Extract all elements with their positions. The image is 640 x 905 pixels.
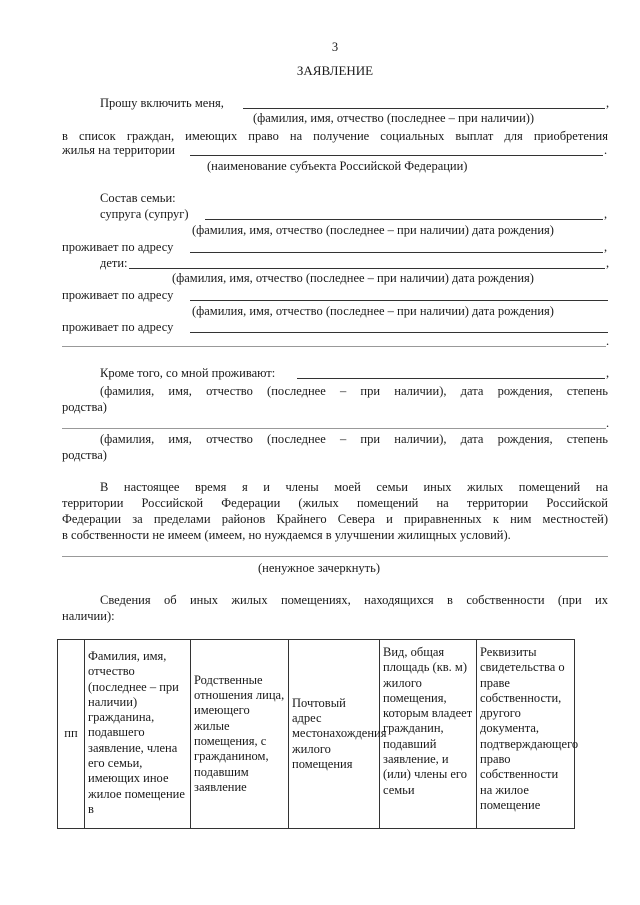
children-field-line[interactable] [129,268,605,269]
request-line-2: в список граждан, имеющих право на получение социальных выплат для приобретения [62,129,608,143]
territory-label: жилья на территории [62,143,175,157]
property-table [57,639,579,829]
info-line-1: Сведения об иных жилых помещениях, находящихся в собственности (при их [100,593,608,607]
subject-hint: (наименование субъекта Российской Федерации) [207,159,468,173]
strike-field-line[interactable] [62,556,608,557]
table-header-row [58,640,575,829]
territory-dot: . [604,143,608,157]
cohabitants-hint-2-cont: родства) [62,448,107,462]
address-field-line-1[interactable] [190,252,603,253]
spouse-field-line[interactable] [205,219,603,220]
extra-dot: . [606,334,610,348]
cohabitants-hint-1-cont: родства) [62,400,107,414]
cohabitants-hint-2: (фамилия, имя, отчество (последнее – при наличии), дата рождения, степень [100,432,608,446]
cohabitants-field-line[interactable] [297,378,605,379]
header-relation: Родственные отношения лица, имеющего жилые помещения, с гражданином, подавшим заявление [191,640,289,829]
header-address: Почтовый адрес местонахождения жилого помещения [289,640,380,829]
header-number: пп [58,640,85,829]
header-fio: Фамилия, имя, отчество (последнее – при наличии) гражданина, подавшего заявление, члена его семьи, имеющих иное жилое помещение в [85,640,191,829]
extra-field-line[interactable] [62,346,606,347]
fio-comma: , [606,96,610,110]
fio-field-line[interactable] [243,108,605,109]
address-label-3: проживает по адресу [62,320,174,334]
address-label-1: проживает по адресу [62,240,174,254]
address-field-line-2[interactable] [190,300,608,301]
spouse-hint: (фамилия, имя, отчество (последнее – при наличии) дата рождения) [192,223,554,237]
spouse-label: супруга (супруг) [100,207,189,221]
cohabitants-hint-1: (фамилия, имя, отчество (последнее – при наличии), дата рождения, степень [100,384,608,398]
header-docs: Реквизиты свидетельства о праве собственности, другого документа, подтверждающего право собственности на жилое помещение [477,640,575,829]
territory-field-line[interactable] [190,155,603,156]
cohabitants-label: Кроме того, со мной проживают: [100,366,276,380]
fio-hint: (фамилия, имя, отчество (последнее – при наличии)) [253,111,535,125]
statement-line-1: В настоящее время я и члены моей семьи иных жилых помещений на [100,480,608,494]
cohabitants-comma: , [606,366,610,380]
children-comma: , [606,256,610,270]
family-heading: Состав семьи: [100,191,176,205]
children-hint-2: (фамилия, имя, отчество (последнее – при наличии) дата рождения) [192,304,554,318]
children-hint: (фамилия, имя, отчество (последнее – при наличии) дата рождения) [172,271,534,285]
address-comma-1: , [604,240,608,254]
statement-line-3: Федерации за пределами районов Крайнего Севера и приравненных к ним местностей) [62,512,608,526]
address-label-2: проживает по адресу [62,288,174,302]
address-field-line-3[interactable] [190,332,608,333]
statement-line-4: в собственности не имеем (имеем, но нуждаемся в улучшении жилищных условий). [62,528,511,542]
statement-line-2: территории Российской Федерации (жилых помещений на территории Российской [62,496,608,510]
children-label: дети: [100,256,128,270]
info-line-2: наличии): [62,609,115,623]
header-type-area: Вид, общая площадь (кв. м) жилого помещения, которым владеет гражданин, подавший заявление, и (или) члены его семьи [380,640,477,829]
page-number: 3 [331,40,339,54]
page-title: ЗАЯВЛЕНИЕ [296,63,374,78]
spouse-comma: , [604,207,608,221]
request-label: Прошу включить меня, [100,96,224,110]
cohabitants-dot: . [606,416,610,430]
cohabitants-field-line-2[interactable] [62,428,606,429]
strike-hint: (ненужное зачеркнуть) [258,561,380,575]
